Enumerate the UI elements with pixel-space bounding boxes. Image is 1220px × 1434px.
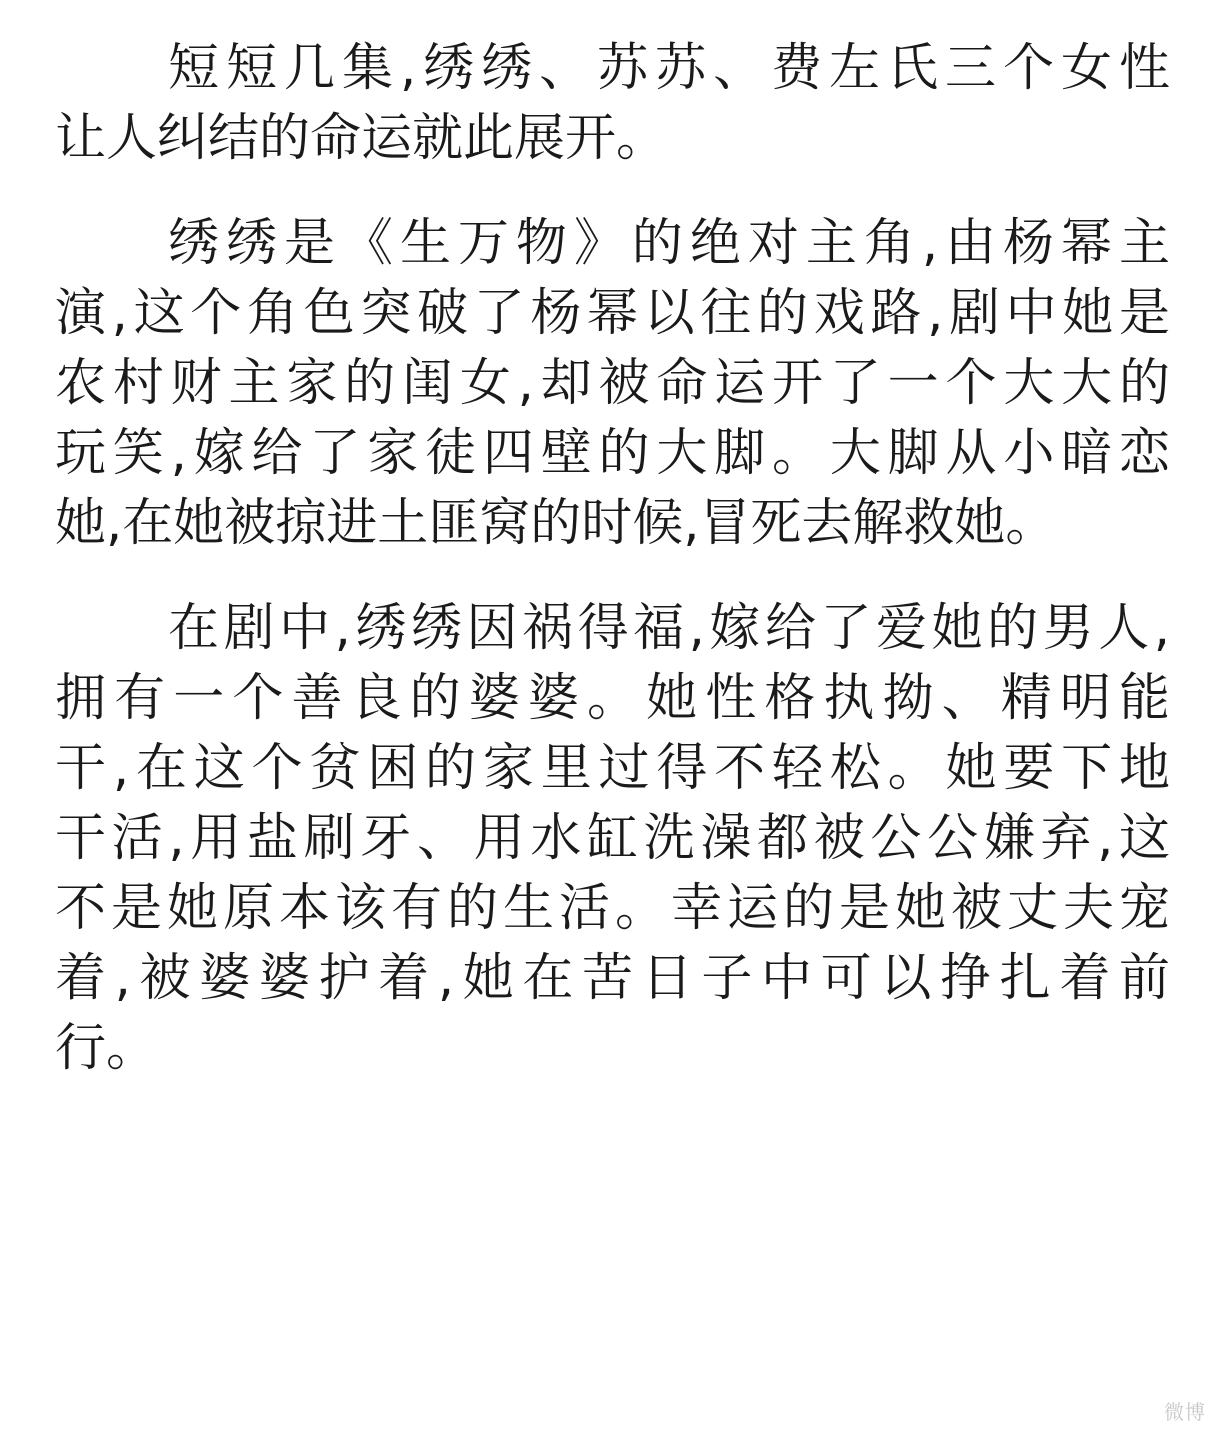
text-line: 在剧中,绣绣因祸得福,嫁给了爱她的男人,: [168, 599, 1170, 658]
paragraph: [55, 209, 1170, 559]
paragraph: [55, 34, 1170, 174]
text-line: 不是她原本该有的生活。幸运的是她被丈夫宠: [55, 879, 1170, 938]
text-line: 着,被婆婆护着,她在苦日子中可以挣扎着前: [55, 949, 1170, 1008]
text-line: 玩笑,嫁给了家徒四壁的大脚。大脚从小暗恋: [55, 424, 1170, 483]
article-body: [55, 34, 1170, 1084]
text-line: 行。: [55, 1019, 158, 1078]
text-line: 干活,用盐刷牙、用水缸洗澡都被公公嫌弃,这: [55, 809, 1170, 868]
text-line: 农村财主家的闺女,却被命运开了一个大大的: [55, 354, 1170, 413]
text-line: 让人纠结的命运就此展开。: [55, 109, 668, 168]
text-line: 拥有一个善良的婆婆。她性格执拗、精明能: [55, 669, 1170, 728]
text-line: 她,在她被掠进土匪窝的时候,冒死去解救她。: [55, 494, 1057, 553]
paragraph-gap: [55, 559, 1170, 594]
text-line: 演,这个角色突破了杨幂以往的戏路,剧中她是: [55, 284, 1170, 343]
text-line: 短短几集,绣绣、苏苏、费左氏三个女性: [168, 39, 1170, 98]
text-line: 干,在这个贫困的家里过得不轻松。她要下地: [55, 739, 1170, 798]
paragraph-gap: [55, 174, 1170, 209]
text-line: 绣绣是《生万物》的绝对主角,由杨幂主: [168, 214, 1170, 273]
watermark: 微博: [1164, 1400, 1206, 1424]
paragraph: [55, 594, 1170, 1084]
